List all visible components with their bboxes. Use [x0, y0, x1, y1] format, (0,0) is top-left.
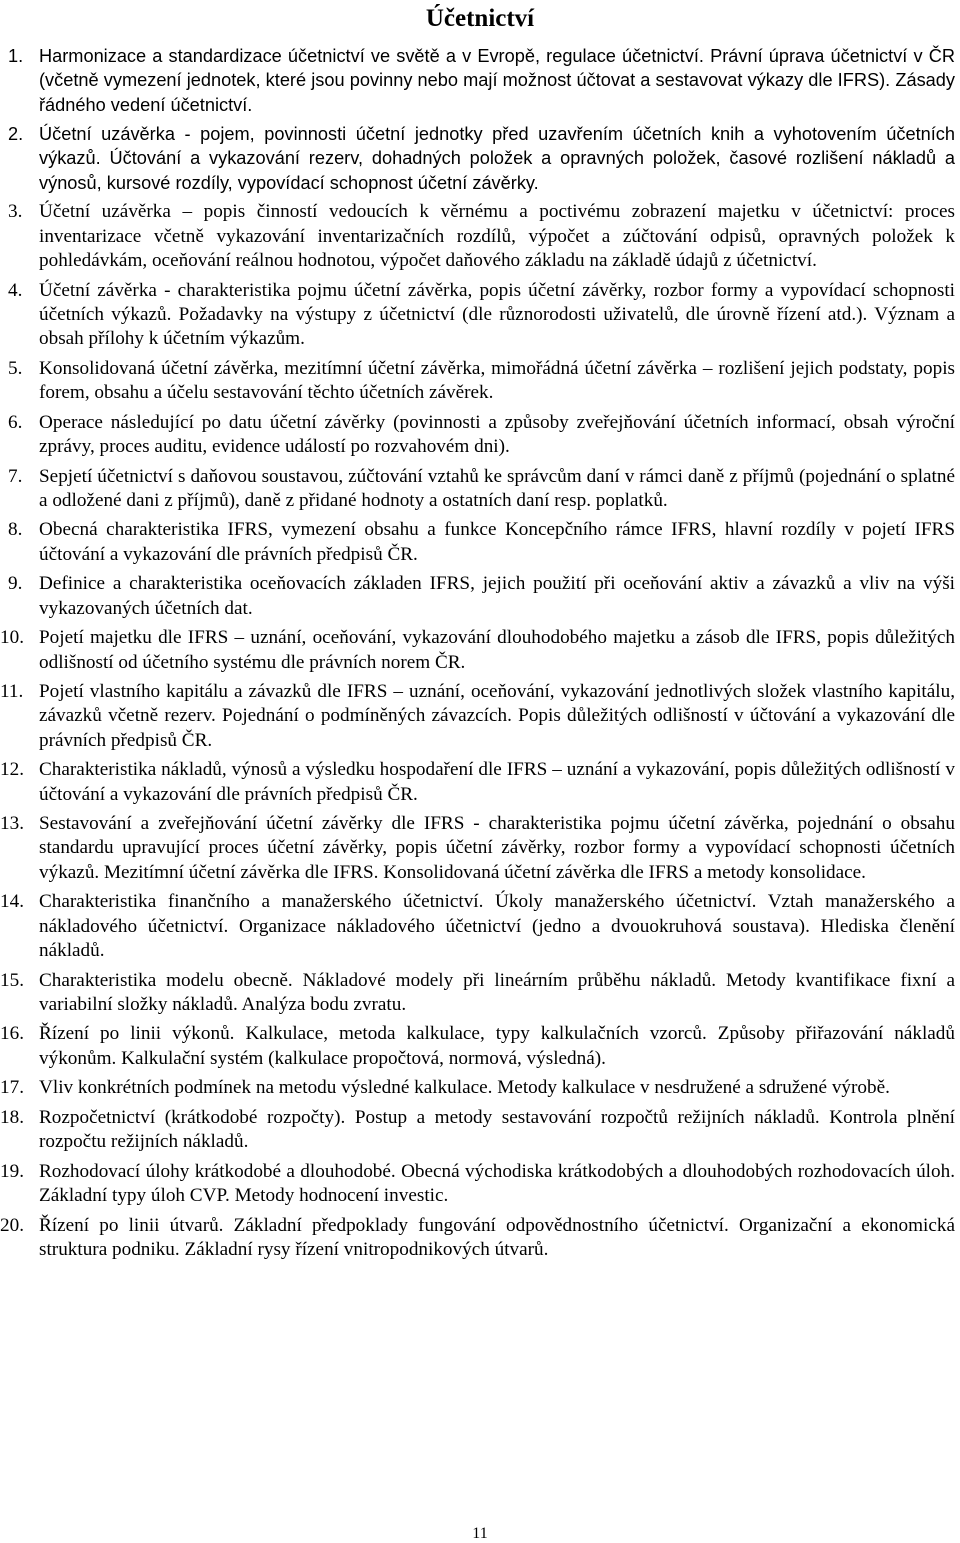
list-item	[8, 465, 955, 514]
list-item-text: Účetní závěrka - charakteristika pojmu účetní závěrka, popis účetní závěrky, rozbor formy a vypovídací schopnosti účetních výkazů. Požadavky na výstupy z účetnictví (dle různorodosti uživatelů, dle úrovně řízení atd.). Význam a obsah přílohy k účetním výkazům.	[39, 279, 955, 350]
list-item	[0, 1160, 955, 1209]
list-item	[8, 357, 955, 406]
list-item	[8, 122, 955, 195]
list-item	[8, 279, 955, 352]
list-item-text: Charakteristika nákladů, výnosů a výsledku hospodaření dle IFRS – uznání a vykazování, popis důležitých odlišností v účtování a vykazování dle právních předpisů ČR.	[39, 759, 955, 805]
list-item-text: Rozhodovací úlohy krátkodobé a dlouhodobé. Obecná východiska krátkodobých a dlouhodobých rozhodovacích úloh. Základní typy úloh CVP. Metody hodnocení investic.	[39, 1160, 955, 1207]
list-item-number: 17.	[0, 1077, 24, 1099]
list-item-number: 18.	[0, 1106, 24, 1128]
list-item-number: 20.	[0, 1214, 24, 1236]
list-item	[8, 518, 955, 567]
list-item	[8, 572, 955, 621]
list-item-text: Operace následující po datu účetní závěrky (povinnosti a způsoby zveřejňování účetních informací, obsah výroční zprávy, proces auditu, evidence událostí po rozvahovém dni).	[39, 411, 955, 457]
list-item	[8, 411, 955, 460]
list-item-text: Definice a charakteristika oceňovacích základen IFRS, jejich použití při oceňování aktiv a závazků a vliv na výši vykazovaných účetních dat.	[39, 573, 955, 619]
list-item-number: 11.	[0, 681, 24, 703]
list-item-text: Pojetí vlastního kapitálu a závazků dle IFRS – uznání, oceňování, vykazování jednotlivých složek vlastního kapitálu, závazků včetně rezerv. Pojednání o podmíněných závazcích. Popis důležitých odlišností v účtování a vykazování dle právních předpisů ČR.	[39, 681, 955, 751]
list-item-text: Sestavování a zveřejňování účetní závěrky dle IFRS - charakteristika pojmu účetní závěrka, pojednání o obsahu standardu upravující proces účetní závěrky, popis účetní závěrky, rozbor formy a vypovídací schopnosti účetních výkazů. Mezitímní účetní závěrka dle IFRS. Konsolidovaná účetní závěrka dle IFRS a metody konsolidace.	[39, 813, 955, 883]
list-item-text: Sepjetí účetnictví s daňovou soustavou, zúčtování vztahů ke správcům daní v rámci daně z příjmů (pojednání o splatné a odložené dani z příjmů), daně z přidané hodnoty a ostatních daní resp. poplatků.	[39, 465, 955, 511]
list-item	[0, 758, 955, 807]
list-item-text: Řízení po linii výkonů. Kalkulace, metoda kalkulace, typy kalkulačních vzorců. Způsoby přiřazování nákladů výkonům. Kalkulační systém (kalkulace propočtová, normová, výsledná).	[39, 1023, 955, 1069]
list-item-number: 19.	[0, 1160, 24, 1182]
list-item-text: Pojetí majetku dle IFRS – uznání, oceňování, vykazování dlouhodobého majetku a zásob dle IFRS, popis důležitých odlišností od účetního systému dle právních norem ČR.	[39, 627, 955, 673]
list-item-text: Účetní uzávěrka - pojem, povinnosti účetní jednotky před uzavřením účetních knih a vyhotovením účetních výkazů.	[39, 124, 955, 169]
list-item-number: 16.	[0, 1023, 24, 1045]
list-item-text: Charakteristika modelu obecně. Nákladové modely při lineárním průběhu nákladů. Metody kvantifikace fixní a variabilní složky nákladů. Analýza bodu zvratu.	[39, 969, 955, 1015]
list-item-number: 14.	[0, 891, 24, 913]
list-item	[0, 969, 955, 1018]
page-number: 11	[472, 1525, 488, 1542]
list-item	[0, 890, 955, 963]
list-item-text: Rozpočetnictví (krátkodobé rozpočty). Postup a metody sestavování rozpočtů režijních nákladů. Kontrola plnění rozpočtu režijních nákladů.	[39, 1106, 955, 1153]
list-item-number: 2.	[8, 124, 24, 145]
list-item-text: Řízení po linii útvarů. Základní předpoklady fungování odpovědnostního účetnictví. Organizační a ekonomická struktura podniku. Základní rysy řízení vnitropodnikových útvarů.	[39, 1214, 955, 1260]
topic-list	[0, 44, 955, 1268]
page-title: Účetnictví	[425, 5, 535, 32]
list-item-number: 3.	[8, 201, 23, 223]
list-item	[8, 200, 955, 273]
list-item-number: 13.	[0, 813, 24, 835]
list-item-text: Účetní uzávěrka – popis činností vedoucích k věrnému a poctivému zobrazení majetku v účetnictví: proces inventarizace včetně vykazování inventarizačních rozdílů, výpočet a zúčtování odpisů, opravných položek k pohledávkám, oceňování reálnou hodnotou, výpočet daňového základu na základě údajů z účetnictví.	[39, 201, 955, 271]
list-item	[0, 1214, 955, 1263]
list-item	[0, 1022, 955, 1071]
list-item-text: Charakteristika finančního a manažerského účetnictví. Úkoly manažerského účetnictví. Vztah manažerského a nákladového účetnictví. Organizace nákladového účetnictví (jedno a dvouokruhová soustava). Hlediska členění nákladů.	[39, 891, 955, 961]
list-item	[0, 680, 955, 753]
list-item-text: Vliv konkrétních podmínek na metodu výsledné kalkulace. Metody kalkulace v nesdružené a sdružené výrobě.	[39, 1077, 890, 1099]
list-item-number: 1.	[8, 46, 24, 66]
list-item	[0, 812, 955, 885]
list-item-number: 6.	[8, 411, 23, 433]
list-item-number: 5.	[8, 357, 23, 379]
list-item	[0, 1106, 955, 1155]
list-item-text: Účtování a vykazování rezerv, dohadných položek a opravných položek, časové rozlišení nákladů a výnosů, kursové rozdíly, vypovídací schopnost účetní závěrky.	[39, 148, 955, 193]
list-item-number: 7.	[8, 465, 23, 487]
list-item-text: Konsolidovaná účetní závěrka, mezitímní účetní závěrka, mimořádná účetní závěrka – rozlišení jejich podstaty, popis forem, obsahu a účelu sestavování těchto účetních závěrek.	[39, 357, 955, 404]
list-item-text: Obecná charakteristika IFRS, vymezení obsahu a funkce Koncepčního rámce IFRS, hlavní rozdíly v pojetí IFRS účtování a vykazování dle právních předpisů ČR.	[39, 519, 955, 565]
list-item-number: 9.	[8, 573, 23, 595]
list-item-number: 15.	[0, 969, 24, 991]
list-item-number: 4.	[8, 279, 23, 301]
list-item	[0, 626, 955, 675]
list-item-number: 10.	[0, 627, 24, 649]
list-item-number: 8.	[8, 519, 23, 541]
list-item-text: Harmonizace a standardizace účetnictví ve světě a v Evropě, regulace účetnictví. Právní úprava účetnictví v ČR (včetně vymezení jednotek, které jsou povinny nebo mají možnost účtovat a sestavovat výkazy dle IFRS). Zásady řádného vedení účetnictví.	[39, 46, 955, 115]
list-item	[8, 44, 955, 117]
list-item	[0, 1076, 955, 1100]
list-item-number: 12.	[0, 759, 24, 781]
